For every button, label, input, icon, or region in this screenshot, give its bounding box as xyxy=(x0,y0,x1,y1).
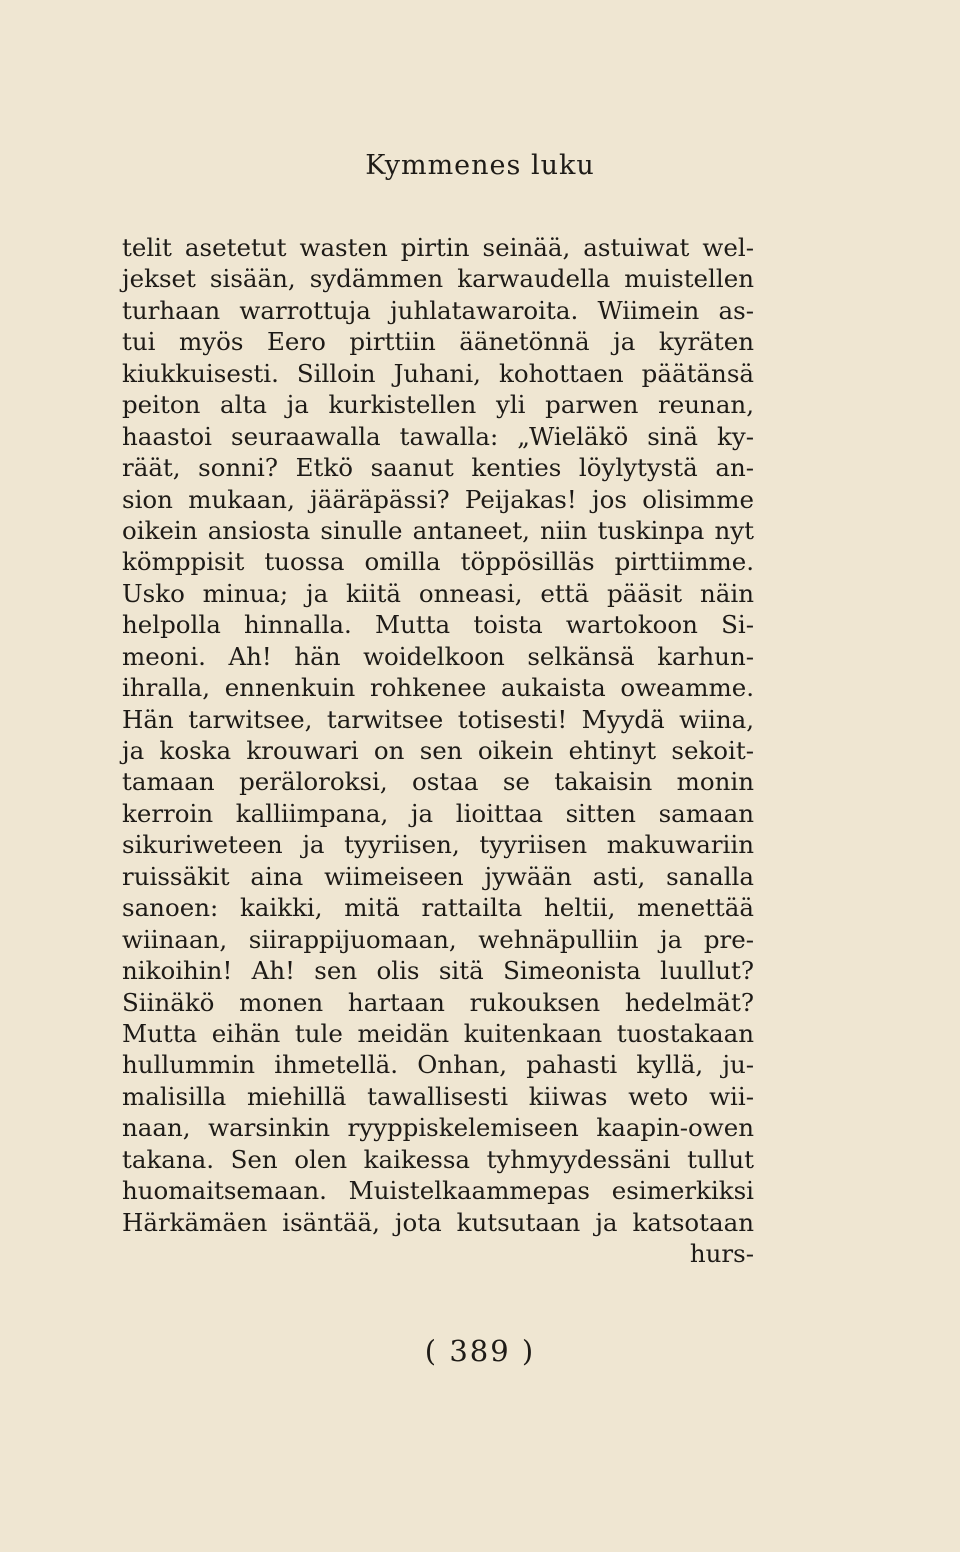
text-line: tamaan peräloroksi, ostaa se takaisin monin xyxy=(122,767,754,797)
text-line: ruissäkit aina wiimeiseen jywään asti, sanalla xyxy=(122,861,754,891)
text-line: Siinäkö monen hartaan rukouksen hedelmät? xyxy=(122,987,754,1017)
text-line: telit asetetut wasten pirtin seinää, astuiwat wel- xyxy=(122,233,754,262)
text-line: haastoi seuraawalla tawalla: „Wieläkö sinä ky- xyxy=(122,421,754,451)
body-text xyxy=(122,232,754,1269)
text-line: hullummin ihmetellä. Onhan, pahasti kyllä, ju- xyxy=(122,1050,754,1080)
text-line: kerroin kalliimpana, ja lioittaa sitten samaan xyxy=(122,798,754,828)
text-line: räät, sonni? Etkö saanut kenties löylytystä an- xyxy=(122,453,754,483)
text-line: nikoihin! Ah! sen olis sitä Simeonista luullut? xyxy=(122,956,754,986)
text-line: tui myös Eero pirttiin äänetönnä ja kyräten xyxy=(122,327,754,357)
text-line: helpolla hinnalla. Mutta toista wartokoon Si- xyxy=(122,610,754,640)
text-line: oikein ansiosta sinulle antaneet, niin tuskinpa nyt xyxy=(122,515,754,545)
text-line: naan, warsinkin ryyppiskelemiseen kaapin-owen xyxy=(122,1113,754,1143)
text-line: sanoen: kaikki, mitä rattailta heltii, menettää xyxy=(122,893,754,923)
text-line: meoni. Ah! hän woidelkoon selkänsä karhun- xyxy=(122,641,754,671)
text-line: huomaitsemaan. Muistelkaammepas esimerkiksi xyxy=(122,1176,754,1206)
text-line: kömppisit tuossa omilla töppösilläs pirttiimme. xyxy=(122,547,754,577)
text-line: malisilla miehillä tawallisesti kiiwas weto wii- xyxy=(122,1081,754,1111)
text-line: Hän tarwitsee, tarwitsee totisesti! Myydä wiina, xyxy=(122,704,754,734)
text-line: Härkämäen isäntää, jota kutsutaan ja katsotaan xyxy=(122,1207,754,1237)
text-line: wiinaan, siirappijuomaan, wehnäpulliin ja pre- xyxy=(122,924,754,954)
text-line: peiton alta ja kurkistellen yli parwen reunan, xyxy=(122,390,754,420)
text-line: kiukkuisesti. Silloin Juhani, kohottaen päätänsä xyxy=(122,358,754,388)
page-number: ( 389 ) xyxy=(424,1334,536,1368)
text-line: Usko minua; ja kiitä onneasi, että pääsit näin xyxy=(122,578,754,608)
text-line: ihralla, ennenkuin rohkenee aukaista oweamme. xyxy=(122,673,754,703)
catchword: hurs- xyxy=(689,1239,754,1268)
text-line: sikuriweteen ja tyyriisen, tyyriisen makuwariin xyxy=(122,830,754,860)
text-line: jekset sisään, sydämmen karwaudella muistellen xyxy=(122,264,754,294)
text-line: takana. Sen olen kaikessa tyhmyydessäni tullut xyxy=(122,1144,754,1174)
text-line: ja koska krouwari on sen oikein ehtinyt sekoit- xyxy=(122,736,754,765)
running-head: Kymmenes luku xyxy=(365,150,595,181)
text-line: turhaan warrottuja juhlatawaroita. Wiimein as- xyxy=(122,295,754,325)
text-line: Mutta eihän tule meidän kuitenkaan tuostakaan xyxy=(122,1018,754,1048)
text-line: sion mukaan, jääräpässi? Peijakas! jos olisimme xyxy=(122,484,754,514)
